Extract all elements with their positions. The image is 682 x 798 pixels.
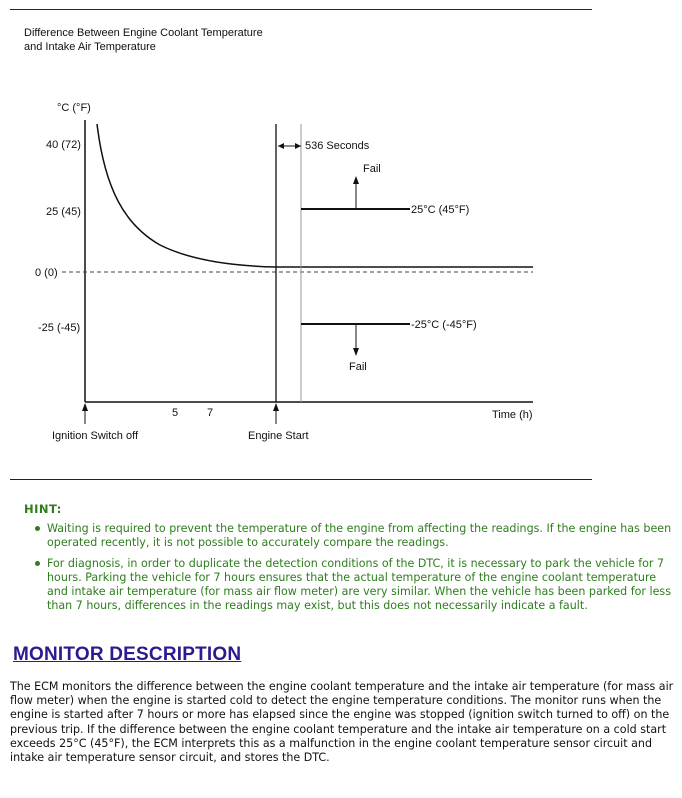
engine-start-arrow-head (273, 403, 279, 411)
y-tick-label: -25 (-45) (38, 322, 81, 334)
y-tick-label: 40 (72) (46, 139, 81, 151)
lower-fail-arrow-head (353, 348, 359, 356)
lower-threshold-label: -25°C (-45°F) (411, 319, 477, 331)
x-tick-label: 5 (172, 407, 179, 419)
upper-threshold-label: 25°C (45°F) (411, 204, 470, 216)
duration-arrow-left (278, 143, 284, 149)
bullet-icon (35, 561, 40, 566)
ignition-arrow-head (82, 403, 88, 411)
duration-arrow-right (295, 143, 301, 149)
x-tick-label: 7 (207, 407, 214, 419)
hint-item (24, 557, 674, 613)
engine-start-label: Engine Start (248, 430, 309, 442)
hint-box (24, 502, 674, 620)
section-title: MONITOR DESCRIPTION (13, 644, 242, 665)
y-axis-unit: °C (°F) (57, 102, 91, 114)
ignition-switch-label: Ignition Switch off (52, 430, 139, 442)
upper-fail-arrow-head (353, 176, 359, 184)
y-tick-label: 25 (45) (46, 206, 81, 218)
hint-list (24, 522, 674, 613)
y-tick-label: 0 (0) (35, 267, 58, 279)
x-axis-label: Time (h) (492, 409, 533, 421)
lower-fail-label: Fail (349, 361, 367, 373)
section-body: The ECM monitors the difference between the engine coolant temperature and the intake air temperature (for mass air flow meter) when the engine is started cold to detect the engine temperature conditions. The monitor runs when the engine is started after 7 hours or more has elapsed since the engine was stopped (ignition switch turned to off) on the previous trip. If the difference between the engine coolant temperature and the intake air temperature on a cold start exceeds 25°C (45°F), the ECM interprets this as a malfunction in the engine coolant temperature sensor circuit and intake air temperature sensor circuit, and stores the DTC. (10, 680, 674, 765)
figure-title-line2: and Intake Air Temperature (24, 41, 156, 53)
upper-fail-label: Fail (363, 163, 381, 175)
hint-item-text: Waiting is required to prevent the temperature of the engine from affecting the readings. If the engine has been operated recently, it is not possible to accurately compare the readings. (47, 522, 672, 549)
hint-item (24, 522, 674, 550)
figure-title-line1: Difference Between Engine Coolant Temperature (24, 27, 263, 39)
bullet-icon (35, 526, 40, 531)
duration-label: 536 Seconds (305, 140, 370, 152)
hint-item-text: For diagnosis, in order to duplicate the detection conditions of the DTC, it is necessary to park the vehicle for 7 hours. Parking the vehicle for 7 hours ensures that the actual temperature of the engine coolant temperature and intake air temperature (for mass air flow meter) are very similar. When the vehicle has been parked for less than 7 hours, differences in the readings may exist, but this does not necessarily indicate a fault. (47, 557, 671, 612)
hint-title: HINT: (24, 502, 62, 516)
